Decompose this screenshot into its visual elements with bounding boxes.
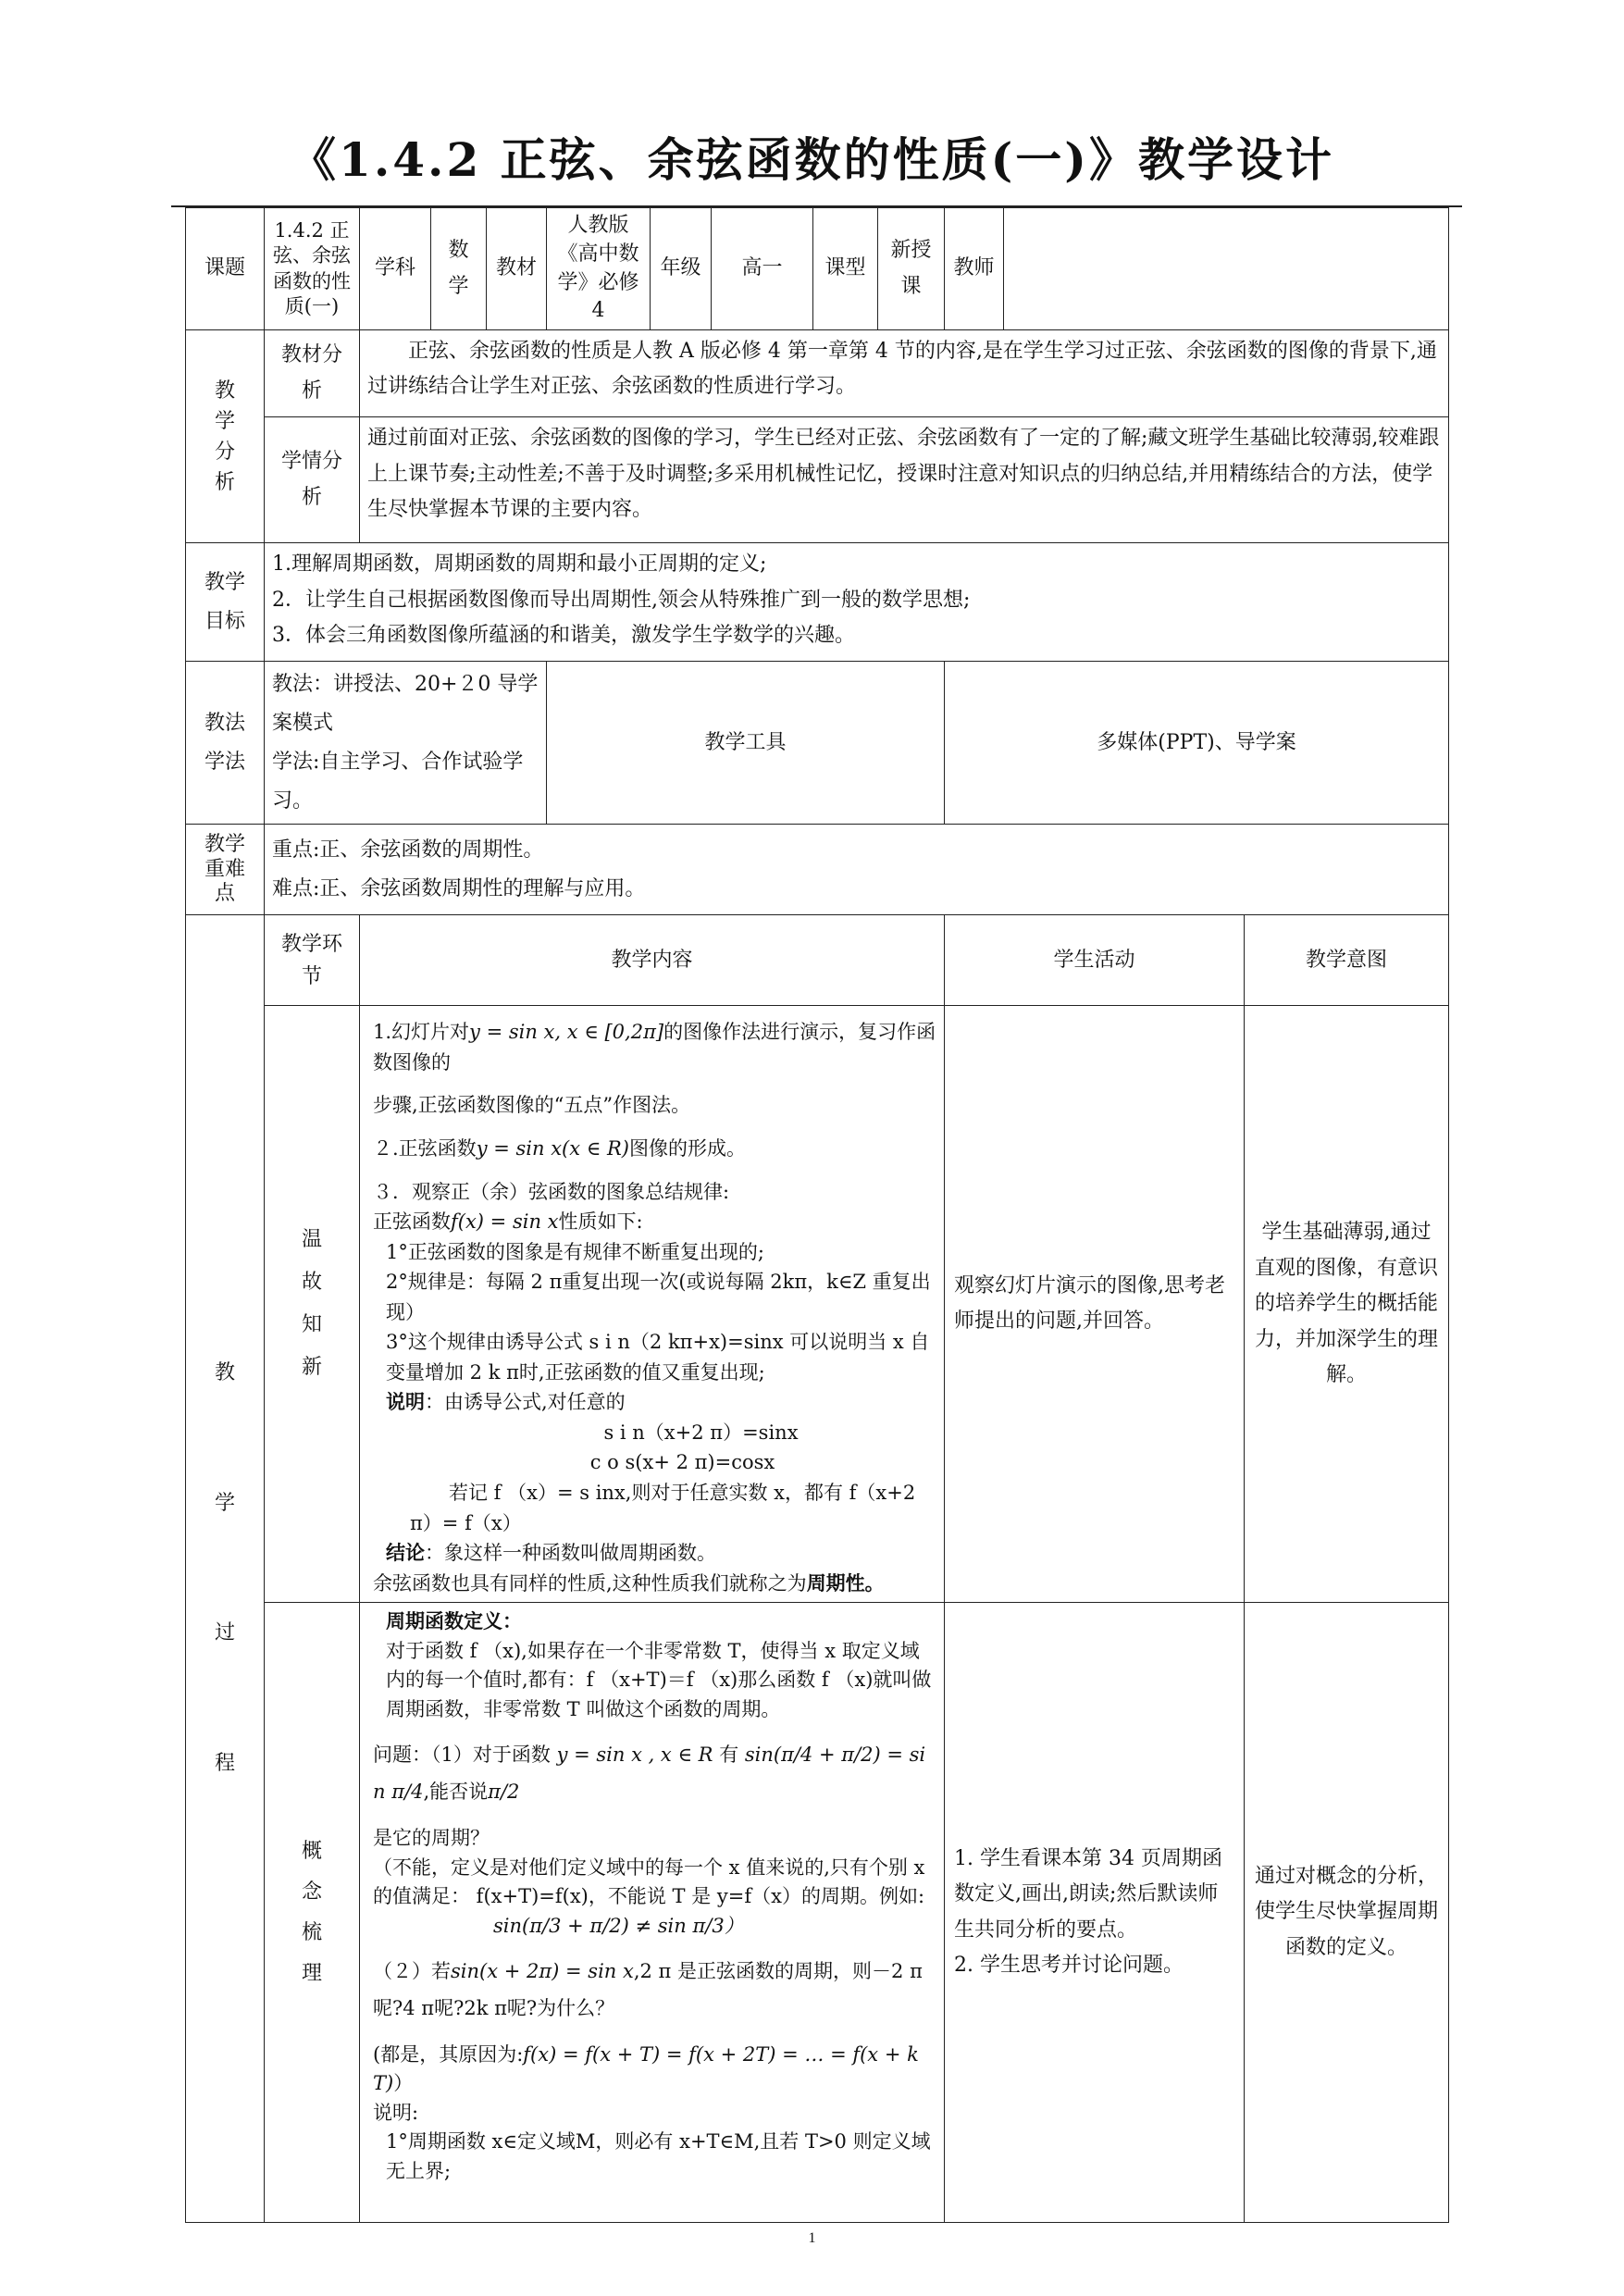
grade-value: 高一 bbox=[712, 208, 813, 330]
textbook-label: 教材 bbox=[487, 208, 547, 330]
material-analysis-paragraph: 正弦、余弦函数的性质是人教 A 版必修 4 第一章第 4 节的内容,是在学生学习过正弦、余弦函数的图像的背景下,通过讲练结合让学生对正弦、余弦函数的性质进行学习。 bbox=[367, 340, 1437, 398]
review-line-8: 3°这个规律由诱导公式 s i n（2 kπ+x)=sinx 可以说明当 x 自变量增加 2 k π时,正弦函数的值又重复出现; bbox=[386, 1331, 930, 1384]
question-1-example: sin(π/3 + π/2) ≠ sin π/3） bbox=[493, 1914, 744, 1937]
review-activity: 观察幻灯片演示的图像,思考老师提出的问题,并回答。 bbox=[945, 1006, 1245, 1603]
explanation-label: 说明: bbox=[373, 2101, 419, 2124]
review-line-10 bbox=[373, 1569, 936, 1599]
question-text: （２）若 bbox=[373, 1960, 451, 1982]
material-analysis-label: 教材分析 bbox=[265, 330, 360, 417]
definition-text: 对于函数 f （x),如果存在一个非零常数 T，使得当 x 取定义域内的每一个值时,都有：f （x+T)＝f （x)那么函数 f （x)就叫做周期函数，非零常数 T 叫做这个函数的周期。 bbox=[386, 1639, 932, 1720]
student-analysis-text bbox=[360, 417, 1449, 543]
keypoints-text bbox=[265, 825, 1449, 915]
review-line-7: 2°规律是：每隔 2 π重复出现一次(或说每隔 2kπ，k∈Z 重复出现） bbox=[386, 1271, 931, 1323]
explanation-1: 1°周期函数 x∈定义域M，则必有 x+T∈M,且若 T>0 则定义域无上界; bbox=[386, 2130, 931, 2182]
material-analysis-text bbox=[360, 330, 1449, 417]
review-text: ２.正弦函数 bbox=[373, 1137, 477, 1160]
document-title: 《1.4.2 正弦、余弦函数的性质(一)》教学设计 bbox=[290, 132, 1334, 187]
difficult-point: 难点:正、余弦函数周期性的理解与应用。 bbox=[272, 876, 646, 900]
review-conclusion bbox=[373, 1538, 936, 1569]
concept-activity: 1. 学生看课本第 34 页周期函数定义,画出,朗读;然后默读师生共同分析的要点。 2. 学生思考并讨论问题。 bbox=[945, 1603, 1245, 2223]
spacer bbox=[373, 1077, 936, 1090]
spacer bbox=[373, 2028, 936, 2041]
methods-label-text: 教法学法 bbox=[204, 711, 245, 774]
review-line-6: 1°正弦函数的图象是有规律不断重复出现的; bbox=[386, 1240, 764, 1263]
definition-title-text: 周期函数定义 bbox=[386, 1609, 502, 1633]
review-intent: 学生基础薄弱,通过直观的图像，有意识的培养学生的概括能力，并加深学生的理解。 bbox=[1245, 1006, 1449, 1603]
analysis-label-text: 教学分析 bbox=[214, 379, 235, 494]
review-content bbox=[360, 1006, 945, 1603]
analysis-label bbox=[186, 330, 265, 543]
question-1-answer: （不能，定义是对他们定义域中的每一个 x 值来说的,只有个别 x 的值满足： f(x+T)=f(x)，不能说 T 是 y=f（x）的周期。例如: bbox=[373, 1855, 925, 1907]
definition-colon: ： bbox=[502, 1609, 522, 1633]
equation-sin: s i n（x+2 π）=sinx bbox=[603, 1421, 799, 1444]
topic-label: 课题 bbox=[186, 208, 265, 330]
student-analysis-label: 学情分析 bbox=[265, 417, 360, 543]
review-text: 的图像作法进行演示，复习作函数图像的 bbox=[373, 1021, 936, 1074]
learning-method: 学法:自主学习、合作试验学习。 bbox=[272, 750, 524, 813]
question-formula: sin(π/4 + π/2) = sin π/4 bbox=[373, 1744, 926, 1804]
concept-stage bbox=[265, 1603, 360, 2223]
review-text: 正弦函数 bbox=[373, 1210, 451, 1234]
page-number: 1 bbox=[808, 2230, 816, 2246]
key-point: 重点:正、余弦函数的周期性。 bbox=[272, 838, 544, 863]
process-label bbox=[186, 915, 265, 2223]
grade-label: 年级 bbox=[651, 208, 712, 330]
goals-label-text: 教学目标 bbox=[204, 570, 245, 633]
periodicity-keyword: 周期性。 bbox=[806, 1570, 885, 1595]
review-line-5 bbox=[373, 1207, 936, 1237]
spacer bbox=[373, 1811, 936, 1824]
col-header-activity: 学生活动 bbox=[945, 915, 1245, 1006]
col-header-intent: 教学意图 bbox=[1245, 915, 1449, 1006]
question-2-answer bbox=[373, 2041, 936, 2099]
textbook-value: 人教版《高中数学》必修 4 bbox=[547, 208, 651, 330]
question-text: 有 bbox=[719, 1744, 739, 1767]
question-1 bbox=[373, 1737, 936, 1811]
question-text: ,2 π 是正弦函数的周期，则－2 π 呢?4 π呢?2k π呢?为什么？ bbox=[373, 1960, 923, 2019]
review-text: 性质如下: bbox=[558, 1210, 643, 1234]
question-formula: π/2 bbox=[488, 1781, 520, 1804]
spacer bbox=[373, 1724, 936, 1737]
review-text: 余弦函数也具有同样的性质,这种性质我们就称之为 bbox=[373, 1571, 807, 1595]
review-line-3 bbox=[373, 1134, 936, 1164]
type-value: 新授课 bbox=[878, 208, 945, 330]
goals-label bbox=[186, 543, 265, 662]
goal-item: 2．让学生自己根据函数图像而导出周期性,领会从特殊推广到一般的数学思想; bbox=[272, 588, 971, 612]
conclusion-label: 结论 bbox=[386, 1541, 425, 1565]
review-text: 1.幻灯片对 bbox=[373, 1021, 470, 1044]
topic-value: 1.4.2 正弦、余弦函数的性质(一) bbox=[265, 208, 360, 330]
teacher-value bbox=[1004, 208, 1449, 330]
question-2 bbox=[373, 1954, 936, 2028]
tools-label: 教学工具 bbox=[547, 662, 945, 825]
keypoints-label-text: 教学重难点 bbox=[204, 833, 245, 906]
review-formula: y = sin x(x ∈ R) bbox=[476, 1137, 629, 1160]
process-label-text: 教学过程 bbox=[214, 1360, 235, 1776]
spacer bbox=[373, 1121, 936, 1134]
answer-text: ） bbox=[393, 2072, 414, 2095]
review-line-9: 若记 f （x）= s inx,则对于任意实数 x，都有 f（x+2 π）= f（x） bbox=[410, 1482, 916, 1534]
subject-label: 学科 bbox=[360, 208, 431, 330]
teaching-method: 教法：讲授法、20+２0 导学案模式 bbox=[272, 673, 539, 735]
conclusion-text: ：象这样一种函数叫做周期函数。 bbox=[425, 1542, 716, 1565]
methods-label bbox=[186, 662, 265, 825]
lesson-plan-table bbox=[185, 207, 1449, 2223]
review-note bbox=[373, 1387, 936, 1418]
equation-cos: c o s(x+ 2 π)=cosx bbox=[589, 1451, 775, 1474]
review-text: 图像的形成。 bbox=[628, 1137, 746, 1160]
question-formula: sin(x + 2π) = sin x bbox=[451, 1960, 634, 1982]
review-stage-text: 温故知新 bbox=[301, 1227, 322, 1380]
methods-text bbox=[265, 662, 547, 825]
definition-title bbox=[373, 1607, 936, 1637]
review-formula: y = sin x, x ∈ [0,2π] bbox=[469, 1021, 664, 1044]
review-stage bbox=[265, 1006, 360, 1603]
answer-text: (都是，其原因为: bbox=[373, 2042, 524, 2066]
concept-content bbox=[360, 1603, 945, 2223]
col-header-stage: 教学环节 bbox=[265, 915, 360, 1006]
subject-value: 数学 bbox=[431, 208, 487, 330]
concept-intent: 通过对概念的分析，使学生尽快掌握周期函数的定义。 bbox=[1245, 1603, 1449, 2223]
review-line-4: ３．观察正（余）弦函数的图象总结规律: bbox=[373, 1180, 730, 1203]
review-line-1 bbox=[373, 1017, 936, 1077]
question-1-tail: 是它的周期？ bbox=[373, 1827, 490, 1849]
student-analysis-paragraph: 通过前面对正弦、余弦函数的图像的学习，学生已经对正弦、余弦函数有了一定的了解;藏文班学生基础比较薄弱,较难跟上上课节奏;主动性差;不善于及时调整;多采用机械性记忆，授课时注意对知识点的归纳总结,并用精练结合的方法，使学生尽快掌握本节课的主要内容。 bbox=[367, 427, 1440, 522]
answer-formula: f(x) = f(x + T) = f(x + 2T) = … = f(x + kT) bbox=[373, 2042, 919, 2095]
teacher-label: 教师 bbox=[945, 208, 1004, 330]
question-text: 问题：（1）对于函数 bbox=[373, 1744, 551, 1767]
keypoints-label bbox=[186, 825, 265, 915]
tools-value: 多媒体(PPT)、导学案 bbox=[945, 662, 1449, 825]
question-text: ,能否说 bbox=[423, 1781, 489, 1804]
goal-item: 1.理解周期函数，周期函数的周期和最小正周期的定义; bbox=[272, 552, 767, 577]
review-formula: f(x) = sin x bbox=[451, 1210, 559, 1234]
question-formula: y = sin x , x ∈ R bbox=[556, 1744, 713, 1767]
goals-list bbox=[265, 543, 1449, 662]
spacer bbox=[373, 1941, 936, 1954]
note-text: ：由诱导公式,对任意的 bbox=[425, 1391, 626, 1414]
review-line-2: 步骤,正弦函数图像的“五点”作图法。 bbox=[373, 1094, 691, 1117]
spacer bbox=[373, 1164, 936, 1177]
col-header-content: 教学内容 bbox=[360, 915, 945, 1006]
type-label: 课型 bbox=[813, 208, 878, 330]
goal-item: 3．体会三角函数图像所蕴涵的和谐美，激发学生学数学的兴趣。 bbox=[272, 624, 855, 648]
concept-stage-text: 概念梳理 bbox=[301, 1839, 322, 1985]
note-label: 说明 bbox=[386, 1390, 425, 1414]
